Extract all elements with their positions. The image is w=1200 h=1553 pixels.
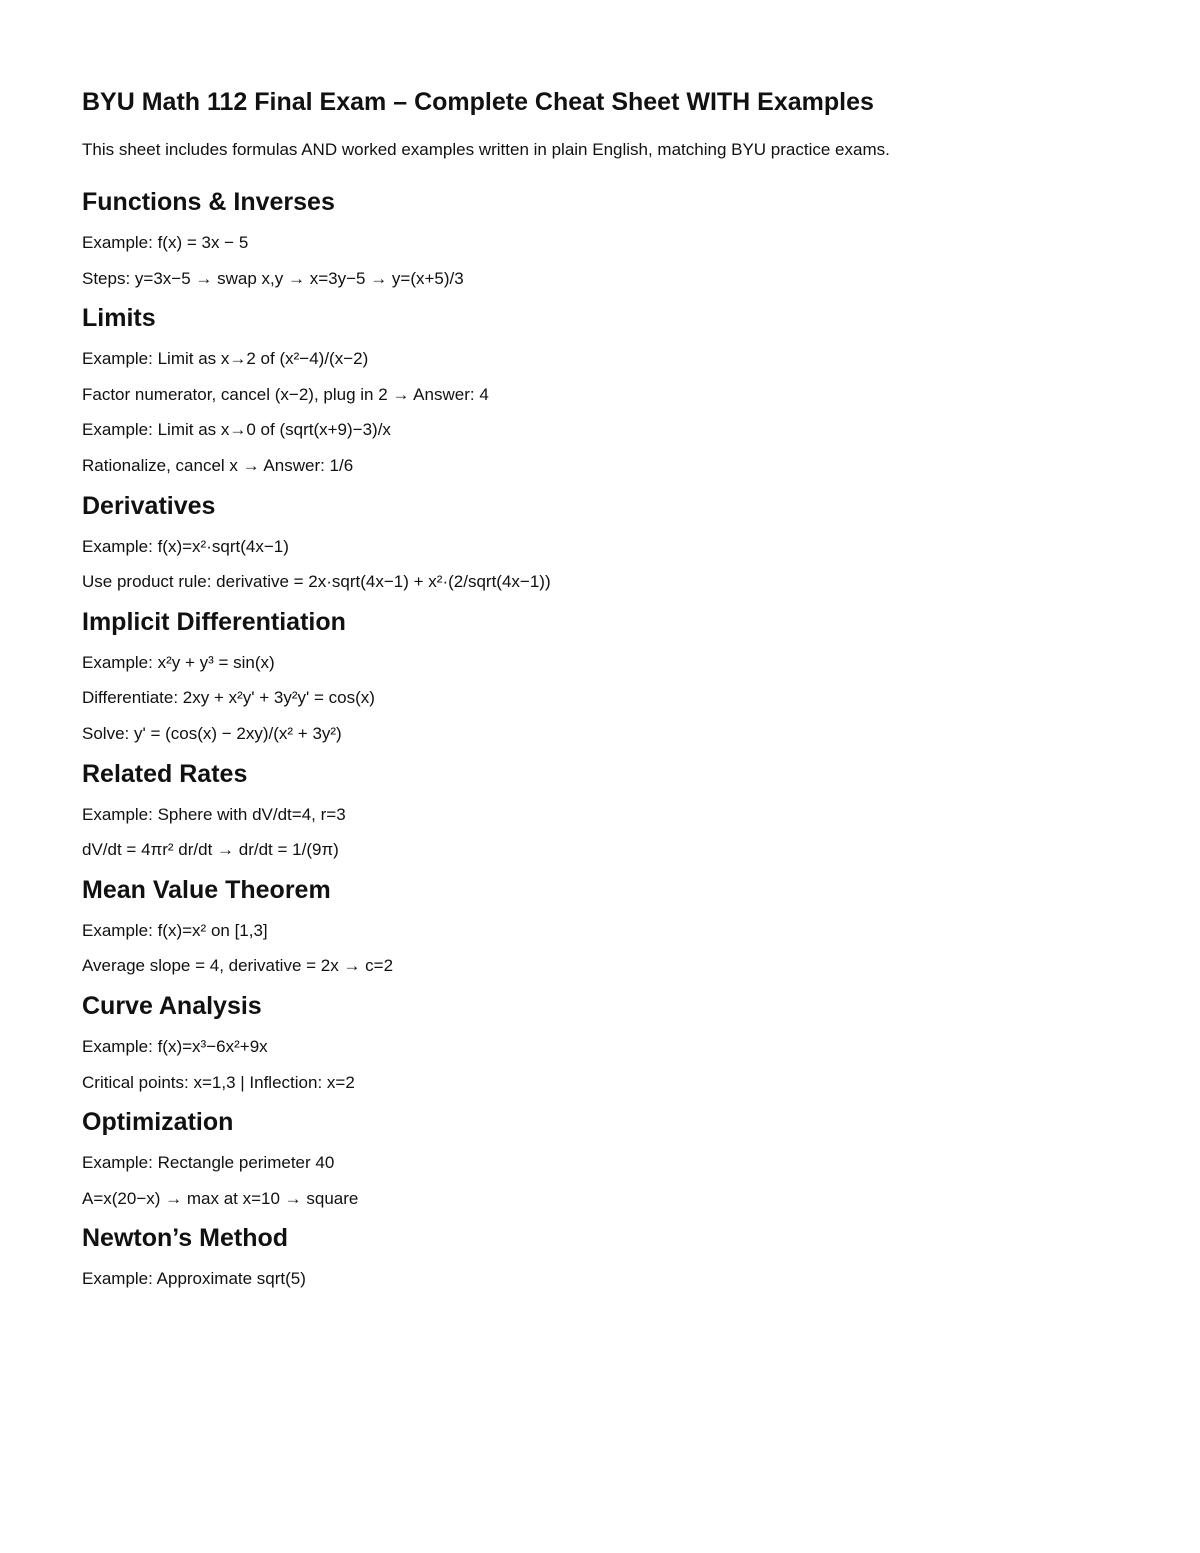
section-line: Critical points: x=1,3 | Inflection: x=2 xyxy=(82,1072,355,1092)
section-line: A=x(20−x) → max at x=10 → square xyxy=(82,1188,359,1208)
intro-paragraph: This sheet includes formulas AND worked examples written in plain English, matching BYU practice exams. xyxy=(82,140,890,159)
section-line: Example: Limit as x→0 of (sqrt(x+9)−3)/x xyxy=(82,420,391,440)
section-heading: Related Rates xyxy=(82,759,248,788)
section-derivatives xyxy=(82,490,1122,595)
section-implicit-differentiation xyxy=(82,606,1122,746)
section-line: Example: f(x) = 3x − 5 xyxy=(82,233,249,252)
section-heading: Mean Value Theorem xyxy=(82,875,331,904)
section-line: Rationalize, cancel x → Answer: 1/6 xyxy=(82,455,354,475)
section-functions-inverses xyxy=(82,186,1122,291)
section-line: Example: f(x)=x²·sqrt(4x−1) xyxy=(82,536,289,556)
section-heading: Newton’s Method xyxy=(82,1224,289,1253)
section-heading: Limits xyxy=(82,304,156,333)
section-heading: Derivatives xyxy=(82,491,216,520)
section-related-rates xyxy=(82,758,1122,863)
section-optimization xyxy=(82,1106,1122,1211)
section-limits xyxy=(82,302,1122,478)
section-line: Example: Limit as x→2 of (x²−4)/(x−2) xyxy=(82,349,369,369)
section-line: Example: Rectangle perimeter 40 xyxy=(82,1153,335,1173)
section-line: Differentiate: 2xy + x²y' + 3y²y' = cos(x) xyxy=(82,688,375,708)
section-heading: Functions & Inverses xyxy=(82,188,335,216)
document-title: BYU Math 112 Final Exam – Complete Cheat Sheet WITH Examples xyxy=(82,88,874,116)
section-line: Example: x²y + y³ = sin(x) xyxy=(82,652,275,672)
section-line: Example: Approximate sqrt(5) xyxy=(82,1269,306,1289)
document-page xyxy=(82,0,1122,1553)
section-line: Factor numerator, cancel (x−2), plug in 2 → Answer: 4 xyxy=(82,384,489,404)
section-line: Example: f(x)=x² on [1,3] xyxy=(82,920,268,940)
section-mean-value-theorem xyxy=(82,874,1122,979)
section-newtons-method xyxy=(82,1222,1122,1291)
section-line: Example: f(x)=x³−6x²+9x xyxy=(82,1036,268,1056)
section-line: dV/dt = 4πr² dr/dt → dr/dt = 1/(9π) xyxy=(82,840,339,860)
sections-container xyxy=(82,186,1122,1303)
section-line: Use product rule: derivative = 2x·sqrt(4x−1) + x²·(2/sqrt(4x−1)) xyxy=(82,572,551,592)
section-heading: Curve Analysis xyxy=(82,991,262,1020)
section-line: Example: Sphere with dV/dt=4, r=3 xyxy=(82,804,346,824)
section-line: Average slope = 4, derivative = 2x → c=2 xyxy=(82,956,394,976)
section-curve-analysis xyxy=(82,990,1122,1095)
section-heading: Implicit Differentiation xyxy=(82,607,346,636)
section-heading: Optimization xyxy=(82,1108,234,1137)
section-line: Steps: y=3x−5 → swap x,y → x=3y−5 → y=(x+5)/3 xyxy=(82,268,464,288)
section-line: Solve: y' = (cos(x) − 2xy)/(x² + 3y²) xyxy=(82,723,342,743)
